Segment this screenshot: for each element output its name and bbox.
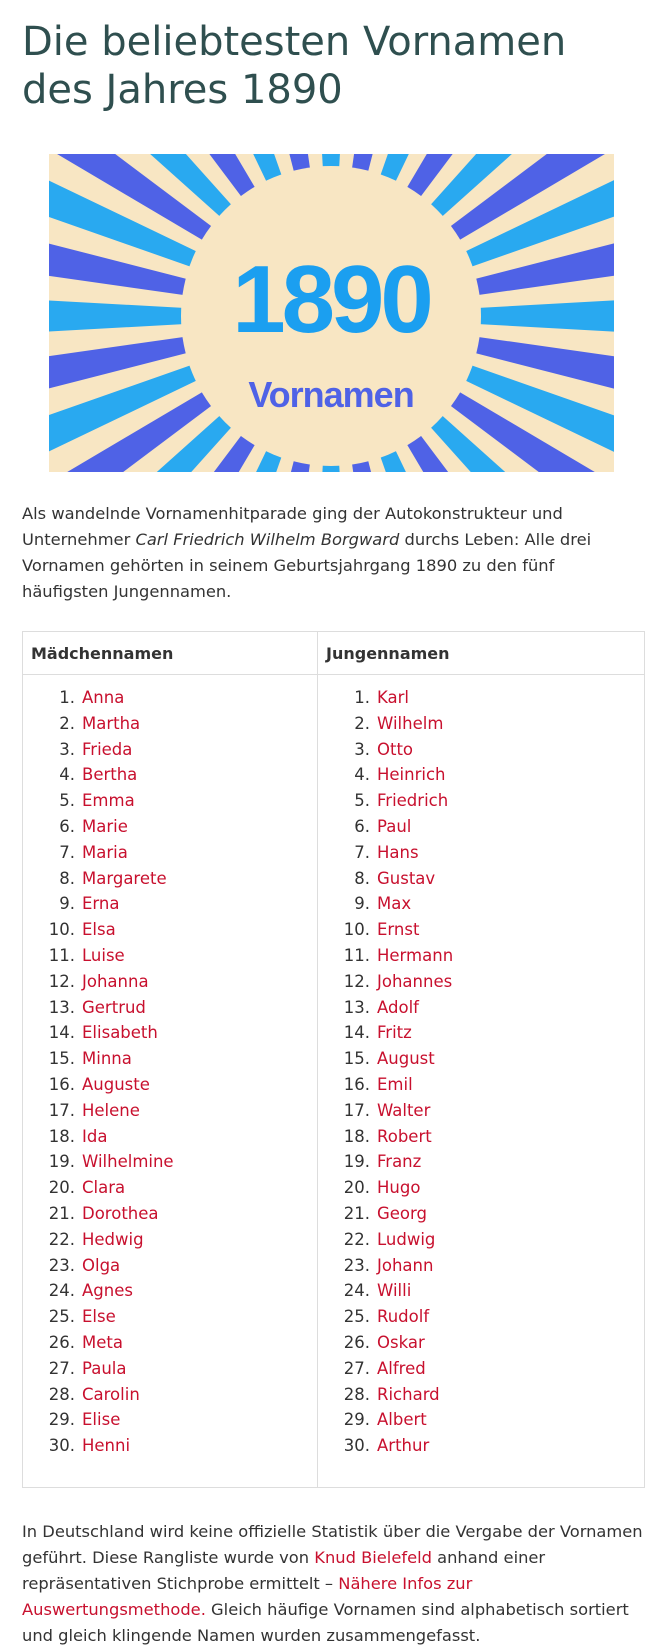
rank-number: 20. [48,1178,75,1198]
rank-number: 16. [343,1074,370,1094]
girls-list-item [23,1356,317,1382]
girls-name-link[interactable]: Marie [82,816,128,836]
girls-list-item [23,969,317,995]
girls-name-link[interactable]: Else [82,1307,116,1327]
rank-number: 23. [48,1255,75,1275]
girls-name-link[interactable]: Elsa [82,920,116,940]
girls-list-item [23,1433,317,1459]
boys-list-item [318,1278,644,1304]
boys-list-item [318,1072,644,1098]
boys-name-link[interactable]: Heinrich [377,765,446,785]
rank-number: 30. [48,1436,75,1456]
rank-number: 2. [59,713,75,733]
girls-list-item [23,866,317,892]
boys-name-link[interactable]: Emil [377,1074,413,1094]
girls-list-item [23,1278,317,1304]
rank-number: 28. [343,1384,370,1404]
banner-image [49,154,614,472]
rank-number: 11. [48,945,75,965]
rank-number: 18. [48,1126,75,1146]
rank-number: 6. [354,816,370,836]
boys-name-link[interactable]: Richard [377,1384,440,1404]
rank-number: 7. [354,842,370,862]
boys-name-link[interactable]: Johann [377,1255,434,1275]
rank-number: 1. [59,688,75,707]
boys-name-link[interactable]: Gustav [377,868,436,888]
boys-list-item [318,1149,644,1175]
girls-column-header: Mädchennamen [23,632,318,675]
girls-name-link[interactable]: Johanna [82,971,149,991]
boys-list-item [318,1020,644,1046]
boys-name-link[interactable]: Otto [377,739,414,759]
girls-list-item [23,1201,317,1227]
rank-number: 1. [354,688,370,707]
girls-list-item [23,1227,317,1253]
girls-name-link[interactable]: Martha [82,713,141,733]
rank-number: 12. [343,971,370,991]
girls-list-item [23,840,317,866]
rank-number: 3. [354,739,370,759]
girls-name-link[interactable]: Helene [82,1100,140,1120]
rank-number: 7. [59,842,75,862]
boys-name-link[interactable]: Max [377,894,412,914]
rank-number: 18. [343,1126,370,1146]
girls-list-item [23,1253,317,1279]
rank-number: 30. [343,1436,370,1456]
rank-number: 21. [48,1203,75,1223]
rank-number: 2. [354,713,370,733]
boys-list-item [318,840,644,866]
rank-number: 9. [59,894,75,914]
boys-name-link[interactable]: Alfred [377,1358,426,1378]
rank-number: 25. [48,1307,75,1327]
girls-name-link[interactable]: Ida [82,1126,108,1146]
girls-list-item [23,1124,317,1150]
girls-name-link[interactable]: Olga [82,1255,121,1275]
boys-name-link[interactable]: Wilhelm [377,713,444,733]
girls-list-item [23,1304,317,1330]
girls-list-item [23,995,317,1021]
girls-name-link[interactable]: Margarete [82,868,167,888]
boys-name-link[interactable]: Ernst [377,920,420,940]
boys-name-link[interactable]: Albert [377,1410,427,1430]
girls-name-link[interactable]: Minna [82,1049,132,1069]
girls-cell [23,675,318,1488]
rank-number: 17. [48,1100,75,1120]
girls-list-item [23,1149,317,1175]
boys-list-item [318,685,644,711]
boys-list-item [318,1407,644,1433]
rank-number: 24. [48,1281,75,1301]
boys-list-item [318,1046,644,1072]
table-header-row [23,632,645,675]
rank-number: 15. [48,1049,75,1069]
intro-text-after: durchs Leben: Alle drei Vornamen gehörten in seinem Geburtsjahrgang 1890 zu den fünf häufigsten Jungennamen. [22,530,592,601]
rank-number: 16. [48,1074,75,1094]
boys-list-item [318,1124,644,1150]
girls-name-list [23,685,317,1459]
rank-number: 8. [354,868,370,888]
girls-name-link[interactable]: Erna [82,894,120,914]
boys-cell [318,675,645,1488]
boys-name-link[interactable]: Hugo [377,1178,421,1198]
boys-list-item [318,891,644,917]
girls-list-item [23,685,317,711]
rank-number: 13. [48,997,75,1017]
boys-list-item [318,788,644,814]
rank-number: 10. [343,920,370,940]
rank-number: 9. [354,894,370,914]
boys-name-link[interactable]: Franz [377,1152,422,1172]
girls-list-item [23,1046,317,1072]
boys-name-link[interactable]: Paul [377,816,412,836]
rank-number: 11. [343,945,370,965]
rank-number: 8. [59,868,75,888]
boys-name-link[interactable]: Oskar [377,1332,425,1352]
girls-name-link[interactable]: Auguste [82,1074,150,1094]
rank-number: 26. [48,1332,75,1352]
rank-number: 22. [48,1229,75,1249]
rank-number: 14. [343,1023,370,1043]
names-table [22,631,645,1488]
rank-number: 20. [343,1178,370,1198]
outro-paragraph [22,1519,644,1649]
intro-paragraph [22,501,644,605]
rank-number: 23. [343,1255,370,1275]
rank-number: 5. [354,791,370,811]
girls-name-link[interactable]: Bertha [82,765,138,785]
girls-name-link[interactable]: Paula [82,1358,127,1378]
girls-list-item [23,737,317,763]
rank-number: 6. [59,816,75,836]
boys-name-link[interactable]: Robert [377,1126,432,1146]
boys-list-item [318,1433,644,1459]
boys-name-link[interactable]: Hans [377,842,419,862]
girls-name-link[interactable]: Elisabeth [82,1023,158,1043]
boys-list-item [318,1253,644,1279]
rank-number: 13. [343,997,370,1017]
boys-name-link[interactable]: Johannes [377,971,453,991]
girls-name-link[interactable]: Wilhelmine [82,1152,174,1172]
intro-person-name: Carl Friedrich Wilhelm Borgward [135,530,400,549]
rank-number: 29. [48,1410,75,1430]
girls-name-link[interactable]: Meta [82,1332,123,1352]
girls-name-link[interactable]: Emma [82,791,135,811]
girls-list-item [23,1175,317,1201]
boys-list-item [318,711,644,737]
girls-list-item [23,917,317,943]
rank-number: 22. [343,1229,370,1249]
boys-list-item [318,943,644,969]
outro-text-1: In Deutschland wird keine offizielle Statistik über die Vergabe der Vornamen geführt. Diese Rangliste wurde von [22,1521,643,1567]
girls-list-item [23,1407,317,1433]
page-title: Die beliebtesten Vornamen des Jahres 1890 [22,19,567,113]
method-info-link[interactable]: Nähere Infos zur Auswertungsmethode. [22,1573,473,1619]
boys-list-item [318,1175,644,1201]
outro-text-3: Gleich häufige Vornamen sind alphabetisch sortiert und gleich klingende Namen wurden zusammengefasst. [22,1599,629,1645]
boys-name-link[interactable]: Karl [377,688,410,707]
table-row [23,675,645,1488]
boys-list-item [318,762,644,788]
girls-name-link[interactable]: Hedwig [82,1229,144,1249]
rank-number: 14. [48,1023,75,1043]
outro-text-2: anhand einer repräsentativen Stichprobe ermittelt – [22,1547,546,1593]
rank-number: 29. [343,1410,370,1430]
boys-name-link[interactable]: Hermann [377,945,454,965]
boys-list-item [318,737,644,763]
girls-name-link[interactable]: Clara [82,1178,126,1198]
girls-name-link[interactable]: Frieda [82,739,133,759]
boys-name-link[interactable]: Friedrich [377,791,449,811]
girls-list-item [23,1020,317,1046]
rank-number: 15. [343,1049,370,1069]
boys-name-link[interactable]: Walter [377,1100,431,1120]
boys-list-item [318,995,644,1021]
boys-list-item [318,1330,644,1356]
boys-list-item [318,866,644,892]
intro-text-before: Als wandelnde Vornamenhitparade ging der Autokonstrukteur und Unternehmer [22,504,563,549]
girls-list-item [23,788,317,814]
girls-list-item [23,1382,317,1408]
boys-name-link[interactable]: Adolf [377,997,419,1017]
girls-name-link[interactable]: Carolin [82,1384,140,1404]
rank-number: 4. [59,765,75,785]
girls-list-item [23,891,317,917]
boys-name-list [318,685,644,1459]
rank-number: 4. [354,765,370,785]
girls-name-link[interactable]: Anna [82,688,125,707]
girls-list-item [23,814,317,840]
girls-list-item [23,762,317,788]
girls-list-item [23,1330,317,1356]
boys-name-link[interactable]: August [377,1049,435,1069]
girls-name-link[interactable]: Maria [82,842,128,862]
boys-list-item [318,917,644,943]
boys-name-link[interactable]: Willi [377,1281,412,1301]
girls-name-link[interactable]: Dorothea [82,1203,159,1223]
boys-list-item [318,1201,644,1227]
rank-number: 19. [48,1152,75,1172]
rank-number: 21. [343,1203,370,1223]
banner-subtitle-text: Vornamen [248,374,414,415]
girls-list-item [23,711,317,737]
girls-list-item [23,1098,317,1124]
girls-list-item [23,943,317,969]
boys-name-link[interactable]: Georg [377,1203,427,1223]
rank-number: 25. [343,1307,370,1327]
boys-name-link[interactable]: Arthur [377,1436,430,1456]
boys-column-header: Jungennamen [318,632,645,675]
rank-number: 28. [48,1384,75,1404]
boys-list-item [318,1098,644,1124]
rank-number: 5. [59,791,75,811]
banner-year-text: 1890 [232,246,430,353]
rank-number: 17. [343,1100,370,1120]
girls-name-link[interactable]: Agnes [82,1281,133,1301]
boys-list-item [318,1382,644,1408]
boys-list-item [318,814,644,840]
rank-number: 26. [343,1332,370,1352]
rank-number: 19. [343,1152,370,1172]
boys-list-item [318,1304,644,1330]
rank-number: 3. [59,739,75,759]
girls-name-link[interactable]: Henni [82,1436,131,1456]
girls-name-link[interactable]: Luise [82,945,125,965]
boys-name-link[interactable]: Fritz [377,1023,412,1043]
author-link[interactable]: Knud Bielefeld [314,1547,432,1567]
rank-number: 10. [48,920,75,940]
boys-list-item [318,1227,644,1253]
rank-number: 27. [343,1358,370,1378]
boys-list-item [318,969,644,995]
boys-list-item [318,1356,644,1382]
girls-list-item [23,1072,317,1098]
boys-name-link[interactable]: Rudolf [377,1307,430,1327]
rank-number: 27. [48,1358,75,1378]
rank-number: 12. [48,971,75,991]
rank-number: 24. [343,1281,370,1301]
boys-name-link[interactable]: Ludwig [377,1229,436,1249]
girls-name-link[interactable]: Elise [82,1410,121,1430]
girls-name-link[interactable]: Gertrud [82,997,146,1017]
